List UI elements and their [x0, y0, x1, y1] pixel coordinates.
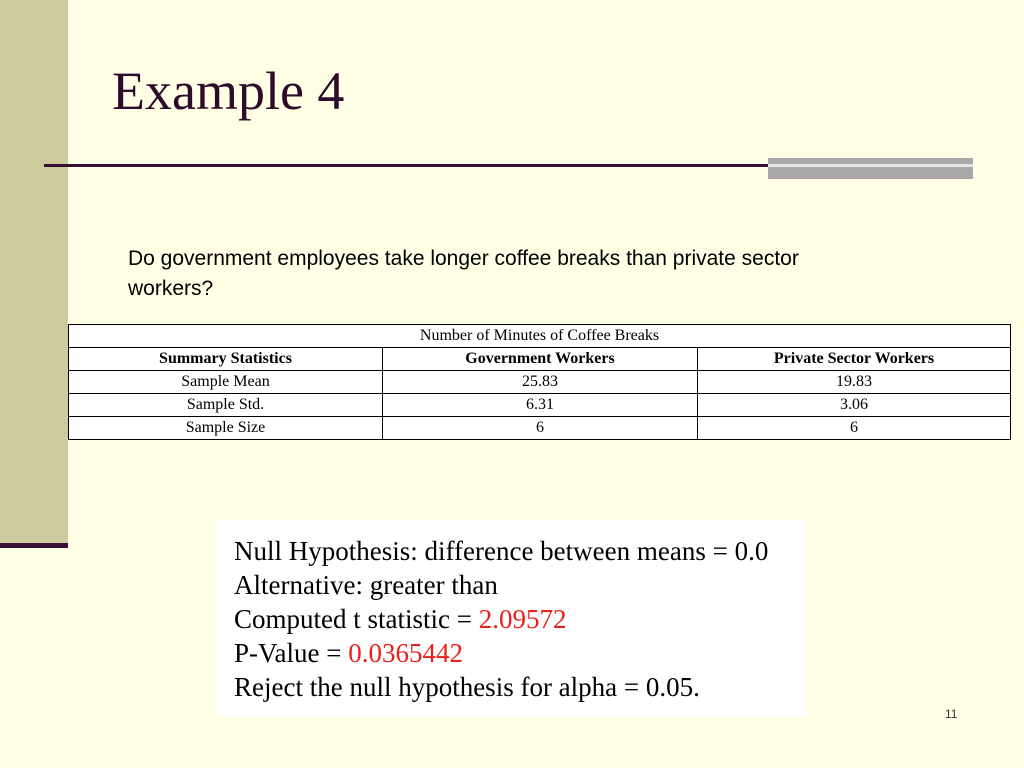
coffee-break-table — [68, 324, 1011, 440]
table-cell: 6.31 — [383, 394, 698, 417]
table-row — [69, 417, 1011, 440]
title-rule-accent — [768, 158, 973, 179]
t-statistic-value: 2.09572 — [478, 604, 567, 634]
row-label: Sample Std. — [69, 394, 383, 417]
null-hypothesis-text: Null Hypothesis: difference between means = 0.0 — [234, 536, 769, 566]
table-caption-row — [69, 325, 1011, 348]
row-label: Sample Mean — [69, 371, 383, 394]
p-value-label: P-Value = — [234, 638, 349, 668]
slide-title: Example 4 — [112, 61, 345, 121]
t-statistic-line — [234, 602, 566, 636]
side-bar — [0, 0, 68, 546]
table-cell: 3.06 — [698, 394, 1011, 417]
side-bar-line — [0, 543, 68, 548]
table-cell: 6 — [383, 417, 698, 440]
table-row — [69, 394, 1011, 417]
table-row — [69, 371, 1011, 394]
table-cell: 19.83 — [698, 371, 1011, 394]
table-header-row — [69, 348, 1011, 371]
t-statistic-label: Computed t statistic = — [234, 604, 479, 634]
table-caption: Number of Minutes of Coffee Breaks — [69, 325, 1011, 348]
p-value-value: 0.0365442 — [348, 638, 463, 668]
question-text: Do government employees take longer coffee breaks than private sector workers? — [128, 247, 799, 300]
header-government-workers: Government Workers — [383, 348, 698, 371]
table-cell: 6 — [698, 417, 1011, 440]
row-label: Sample Size — [69, 417, 383, 440]
p-value-line — [234, 636, 463, 670]
alternative-text: Alternative: greater than — [234, 570, 498, 600]
hypothesis-test-results — [216, 520, 806, 717]
header-summary-statistics: Summary Statistics — [69, 348, 383, 371]
table-cell: 25.83 — [383, 371, 698, 394]
conclusion-text: Reject the null hypothesis for alpha = 0.05. — [234, 672, 700, 702]
header-private-sector-workers: Private Sector Workers — [698, 348, 1011, 371]
title-rule — [44, 164, 770, 167]
slide-number: 11 — [945, 707, 958, 721]
